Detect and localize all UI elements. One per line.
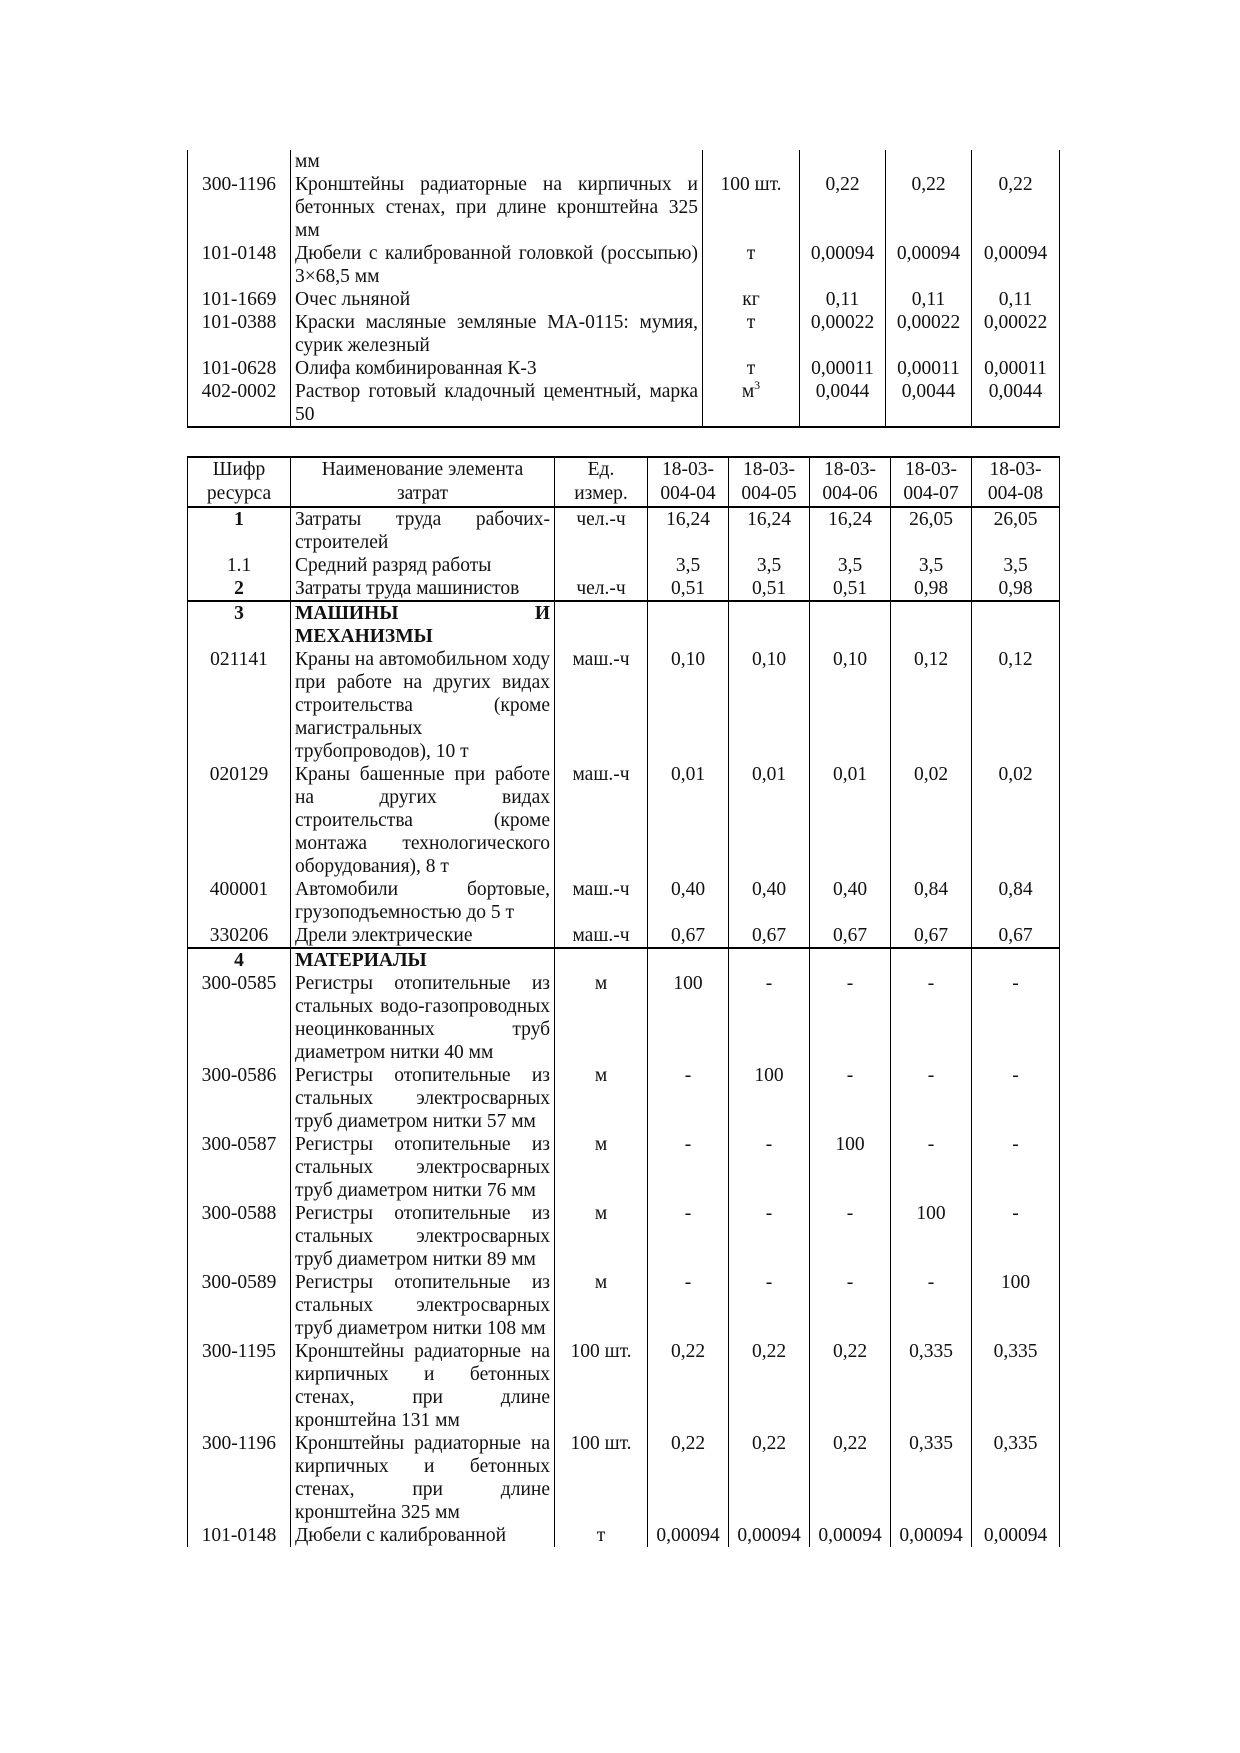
- unit-cell: [555, 601, 648, 648]
- resource-code: 021141: [188, 648, 291, 763]
- unit-cell: [703, 242, 800, 288]
- table-row: [188, 150, 1060, 173]
- norm-value: 0,02: [972, 763, 1060, 878]
- unit-cell: [555, 948, 648, 972]
- header-resource-code: Шифр ресурса: [188, 457, 291, 507]
- resource-name: Краны башенные при работе на других видах строительства (кроме монтажа технологического оборудования), 8 т: [291, 763, 555, 878]
- unit-cell: [703, 380, 800, 427]
- norm-value: 0,01: [810, 763, 891, 878]
- norm-value: 0,51: [729, 577, 810, 601]
- resource-name: мм: [291, 150, 703, 173]
- resource-code: 402-0002: [188, 380, 291, 427]
- norm-value: 0,00011: [800, 357, 886, 380]
- norm-value: 0,02: [891, 763, 972, 878]
- norm-value: [648, 601, 729, 648]
- norm-value: 3,5: [810, 554, 891, 577]
- unit-cell: м: [555, 1133, 648, 1202]
- norm-value: 26,05: [972, 507, 1060, 554]
- norm-value: -: [648, 1133, 729, 1202]
- norm-value: 0,51: [648, 577, 729, 601]
- table-row: [188, 173, 1060, 242]
- norm-value: 3,5: [648, 554, 729, 577]
- norm-value: 16,24: [810, 507, 891, 554]
- norm-value: [891, 601, 972, 648]
- table-row: [188, 1133, 1060, 1202]
- resource-code: 300-0585: [188, 972, 291, 1064]
- norm-value: [648, 948, 729, 972]
- table-row: [188, 924, 1060, 948]
- table-row: [188, 972, 1060, 1064]
- norm-value: 0,11: [972, 288, 1060, 311]
- norm-value: -: [810, 972, 891, 1064]
- resource-name: Затраты труда рабочих-строителей: [291, 507, 555, 554]
- norm-value: 0,22: [648, 1340, 729, 1432]
- unit-cell: маш.-ч: [555, 924, 648, 948]
- table-row: [188, 288, 1060, 311]
- norm-value: 0,11: [886, 288, 972, 311]
- resource-norms-table: [187, 456, 1060, 1547]
- table-row: [188, 507, 1060, 554]
- resource-code: 020129: [188, 763, 291, 878]
- norm-value: 3,5: [729, 554, 810, 577]
- norm-value: 0,67: [972, 924, 1060, 948]
- norm-value: 0,40: [810, 878, 891, 924]
- norm-value: 0,0044: [972, 380, 1060, 427]
- norm-value: -: [810, 1271, 891, 1340]
- norm-value: 0,00011: [886, 357, 972, 380]
- resource-code: [188, 150, 291, 173]
- table-row: [188, 1064, 1060, 1133]
- norm-value: 0,00094: [729, 1524, 810, 1547]
- table-row: [188, 1432, 1060, 1524]
- resource-code: 1.1: [188, 554, 291, 577]
- norm-value: 0,10: [729, 648, 810, 763]
- unit-cell: маш.-ч: [555, 763, 648, 878]
- header-norm-05: 18-03-004-05: [729, 457, 810, 507]
- header-norm-04: 18-03-004-04: [648, 457, 729, 507]
- unit-text: 100 шт.: [720, 174, 782, 195]
- resource-code: 101-1669: [188, 288, 291, 311]
- norm-value: -: [891, 1133, 972, 1202]
- norm-value: 0,51: [810, 577, 891, 601]
- unit-cell: [555, 554, 648, 577]
- header-unit: Ед. измер.: [555, 457, 648, 507]
- unit-cell: маш.-ч: [555, 878, 648, 924]
- norm-value: [810, 948, 891, 972]
- resource-name: Затраты труда машинистов: [291, 577, 555, 601]
- norm-value: 0,00022: [972, 311, 1060, 357]
- norm-value: -: [648, 1271, 729, 1340]
- norm-value: -: [810, 1064, 891, 1133]
- resource-name: Дюбели с калиброванной: [291, 1524, 555, 1547]
- norm-value: [729, 948, 810, 972]
- norm-value: [972, 601, 1060, 648]
- norm-value: 0,67: [891, 924, 972, 948]
- norm-value: 16,24: [729, 507, 810, 554]
- resource-code: 3: [188, 601, 291, 648]
- norm-value: [972, 150, 1060, 173]
- table-row: [188, 311, 1060, 357]
- norm-value: -: [648, 1064, 729, 1133]
- norm-value: 0,335: [972, 1432, 1060, 1524]
- resource-name: Олифа комбинированная К-3: [291, 357, 703, 380]
- norm-value: 0,98: [972, 577, 1060, 601]
- table-header-row: [188, 457, 1060, 507]
- resource-name: Дрели электрические: [291, 924, 555, 948]
- unit-text: т: [746, 312, 756, 333]
- norm-value: 100: [891, 1202, 972, 1271]
- norm-value: 0,00011: [972, 357, 1060, 380]
- norm-value: 0,22: [972, 173, 1060, 242]
- norm-value: -: [648, 1202, 729, 1271]
- norm-value: 0,84: [891, 878, 972, 924]
- norm-value: -: [729, 1271, 810, 1340]
- norm-value: 0,98: [891, 577, 972, 601]
- unit-text: кг: [742, 289, 760, 310]
- resource-name: Раствор готовый кладочный цементный, марка 50: [291, 380, 703, 427]
- header-norm-08: 18-03-004-08: [972, 457, 1060, 507]
- resource-code: 400001: [188, 878, 291, 924]
- norm-value: 0,40: [648, 878, 729, 924]
- norm-value: 0,01: [729, 763, 810, 878]
- resource-name: Краны на автомобильном ходу при работе на других видах строительства (кроме магистральных трубопроводов), 10 т: [291, 648, 555, 763]
- norm-value: -: [891, 1271, 972, 1340]
- section-row: [188, 601, 1060, 648]
- table-row: [188, 878, 1060, 924]
- resource-code: 2: [188, 577, 291, 601]
- resource-name: Средний разряд работы: [291, 554, 555, 577]
- norm-value: 0,335: [972, 1340, 1060, 1432]
- norm-value: 3,5: [891, 554, 972, 577]
- header-norm-07: 18-03-004-07: [891, 457, 972, 507]
- norm-value: 0,22: [729, 1340, 810, 1432]
- norm-value: 0,335: [891, 1432, 972, 1524]
- norm-value: 0,22: [810, 1340, 891, 1432]
- table-row: [188, 1524, 1060, 1547]
- resource-name: Регистры отопительные из стальных электросварных труб диаметром нитки 57 мм: [291, 1064, 555, 1133]
- norm-value: 0,00022: [886, 311, 972, 357]
- unit-cell: чел.-ч: [555, 577, 648, 601]
- norm-value: [891, 948, 972, 972]
- unit-cell: [703, 311, 800, 357]
- section-row: [188, 948, 1060, 972]
- resource-name: Регистры отопительные из стальных водо-газопроводных неоцинкованных труб диаметром нитки 40 мм: [291, 972, 555, 1064]
- norm-value: 0,12: [972, 648, 1060, 763]
- norm-value: [886, 150, 972, 173]
- resource-name: Регистры отопительные из стальных электросварных труб диаметром нитки 89 мм: [291, 1202, 555, 1271]
- norm-value: 100: [648, 972, 729, 1064]
- norm-value: -: [891, 1064, 972, 1133]
- norm-value: -: [729, 1202, 810, 1271]
- norm-value: 0,11: [800, 288, 886, 311]
- norm-value: -: [729, 972, 810, 1064]
- table-row: [188, 242, 1060, 288]
- resource-name: Краски масляные земляные МА-0115: мумия, сурик железный: [291, 311, 703, 357]
- resource-name: МАШИНЫ И МЕХАНИЗМЫ: [291, 601, 555, 648]
- resource-code: 4: [188, 948, 291, 972]
- norm-value: 0,00094: [891, 1524, 972, 1547]
- resource-name: Автомобили бортовые, грузоподъемностью до 5 т: [291, 878, 555, 924]
- norm-value: 0,00094: [648, 1524, 729, 1547]
- table-row: [188, 1202, 1060, 1271]
- norm-value: 0,12: [891, 648, 972, 763]
- unit-cell: м: [555, 1064, 648, 1133]
- resource-code: 300-0587: [188, 1133, 291, 1202]
- unit-text: м: [741, 381, 755, 402]
- resource-table-continuation: [187, 150, 1060, 428]
- norm-value: 0,40: [729, 878, 810, 924]
- norm-value: 0,22: [648, 1432, 729, 1524]
- unit-cell: 100 шт.: [555, 1432, 648, 1524]
- unit-cell: маш.-ч: [555, 648, 648, 763]
- table-row: [188, 763, 1060, 878]
- resource-code: 1: [188, 507, 291, 554]
- norm-value: 0,67: [810, 924, 891, 948]
- norm-value: 0,00094: [972, 1524, 1060, 1547]
- norm-value: 0,67: [729, 924, 810, 948]
- norm-value: 0,00094: [810, 1524, 891, 1547]
- header-norm-06: 18-03-004-06: [810, 457, 891, 507]
- unit-cell: [703, 288, 800, 311]
- norm-value: 0,22: [886, 173, 972, 242]
- resource-name: Кронштейны радиаторные на кирпичных и бетонных стенах, при длине кронштейна 325 мм: [291, 173, 703, 242]
- norm-value: -: [972, 1064, 1060, 1133]
- resource-code: 330206: [188, 924, 291, 948]
- unit-cell: м: [555, 1202, 648, 1271]
- header-cost-element: Наименование элемента затрат: [291, 457, 555, 507]
- table-row: [188, 357, 1060, 380]
- norm-value: 3,5: [972, 554, 1060, 577]
- resource-code: 300-1195: [188, 1340, 291, 1432]
- resource-code: 101-0148: [188, 242, 291, 288]
- table-row: [188, 1340, 1060, 1432]
- resource-name: Очес льняной: [291, 288, 703, 311]
- resource-code: 300-1196: [188, 173, 291, 242]
- unit-cell: 100 шт.: [555, 1340, 648, 1432]
- norm-value: -: [891, 972, 972, 1064]
- norm-value: -: [972, 1133, 1060, 1202]
- unit-text: т: [746, 243, 756, 264]
- norm-value: -: [810, 1202, 891, 1271]
- unit-superscript: 3: [754, 378, 761, 392]
- norm-value: 0,22: [810, 1432, 891, 1524]
- table-row: [188, 577, 1060, 601]
- unit-cell: т: [555, 1524, 648, 1547]
- unit-cell: м: [555, 972, 648, 1064]
- norm-value: 0,00094: [972, 242, 1060, 288]
- resource-name: Дюбели с калиброванной головкой (россыпью) 3×68,5 мм: [291, 242, 703, 288]
- norm-value: 0,0044: [800, 380, 886, 427]
- norm-value: -: [729, 1133, 810, 1202]
- resource-name: Кронштейны радиаторные на кирпичных и бетонных стенах, при длине кронштейна 325 мм: [291, 1432, 555, 1524]
- resource-name: МАТЕРИАЛЫ: [291, 948, 555, 972]
- norm-value: 0,22: [729, 1432, 810, 1524]
- norm-value: [800, 150, 886, 173]
- unit-cell: [703, 357, 800, 380]
- norm-value: 0,22: [800, 173, 886, 242]
- unit-cell: [703, 173, 800, 242]
- norm-value: 0,84: [972, 878, 1060, 924]
- unit-text: т: [746, 358, 756, 379]
- norm-value: [729, 601, 810, 648]
- resource-code: 300-0589: [188, 1271, 291, 1340]
- norm-value: 0,10: [648, 648, 729, 763]
- resource-code: 300-1196: [188, 1432, 291, 1524]
- resource-code: 300-0588: [188, 1202, 291, 1271]
- resource-name: Регистры отопительные из стальных электросварных труб диаметром нитки 76 мм: [291, 1133, 555, 1202]
- resource-code: 101-0388: [188, 311, 291, 357]
- norm-value: 100: [972, 1271, 1060, 1340]
- resource-name: Кронштейны радиаторные на кирпичных и бетонных стенах, при длине кронштейна 131 мм: [291, 1340, 555, 1432]
- table-row: [188, 648, 1060, 763]
- norm-value: 0,0044: [886, 380, 972, 427]
- unit-cell: м: [555, 1271, 648, 1340]
- norm-value: 26,05: [891, 507, 972, 554]
- resource-code: 101-0628: [188, 357, 291, 380]
- norm-value: 0,67: [648, 924, 729, 948]
- table-row: [188, 380, 1060, 427]
- norm-value: 0,335: [891, 1340, 972, 1432]
- resource-code: 300-0586: [188, 1064, 291, 1133]
- norm-value: 0,10: [810, 648, 891, 763]
- norm-value: 0,00094: [886, 242, 972, 288]
- table-row: [188, 1271, 1060, 1340]
- norm-value: 0,01: [648, 763, 729, 878]
- norm-value: 0,00094: [800, 242, 886, 288]
- table-row: [188, 554, 1060, 577]
- unit-cell: чел.-ч: [555, 507, 648, 554]
- norm-value: [972, 948, 1060, 972]
- norm-value: -: [972, 1202, 1060, 1271]
- norm-value: -: [972, 972, 1060, 1064]
- resource-name: Регистры отопительные из стальных электросварных труб диаметром нитки 108 мм: [291, 1271, 555, 1340]
- unit-cell: [703, 150, 800, 173]
- norm-value: [810, 601, 891, 648]
- norm-value: 100: [810, 1133, 891, 1202]
- norm-value: 100: [729, 1064, 810, 1133]
- resource-code: 101-0148: [188, 1524, 291, 1547]
- norm-value: 0,00022: [800, 311, 886, 357]
- norm-value: 16,24: [648, 507, 729, 554]
